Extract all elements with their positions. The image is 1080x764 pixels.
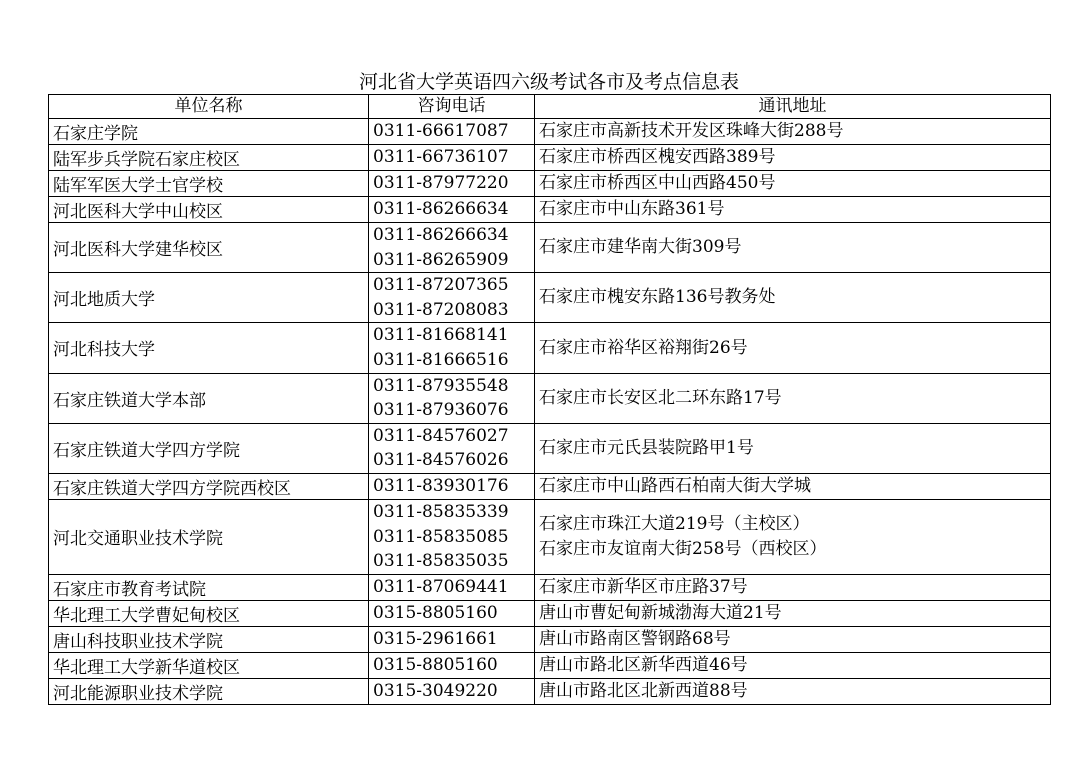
unit-name-cell: 唐山科技职业技术学院 — [49, 626, 369, 652]
address-cell — [535, 600, 1051, 626]
address-line: 石家庄市桥西区槐安西路389号 — [539, 147, 776, 168]
phone-number: 0311-86266634 — [373, 199, 509, 220]
phone-number: 0311-85835085 — [373, 526, 509, 547]
address-cell — [535, 223, 1051, 273]
unit-name-cell: 河北医科大学中山校区 — [49, 197, 369, 223]
address-cell — [535, 119, 1051, 145]
table-row — [49, 574, 1051, 600]
address-cell — [535, 626, 1051, 652]
phone-number: 0315-3049220 — [373, 680, 498, 701]
unit-name-cell: 河北交通职业技术学院 — [49, 499, 369, 574]
unit-name-cell: 石家庄铁道大学四方学院西校区 — [49, 473, 369, 499]
phone-number: 0311-81668141 — [373, 325, 509, 346]
address-cell — [535, 574, 1051, 600]
address-line: 石家庄市建华南大街309号 — [539, 237, 742, 258]
table-row — [49, 223, 1051, 273]
phone-number: 0315-8805160 — [373, 602, 498, 623]
phone-number: 0311-86266634 — [373, 225, 509, 245]
unit-name-cell: 石家庄学院 — [49, 119, 369, 145]
table-row — [49, 600, 1051, 626]
table-row — [49, 499, 1051, 574]
phone-number: 0311-86265909 — [373, 249, 509, 270]
header-unit-name: 单位名称 — [49, 95, 369, 119]
phone-number: 0315-2961661 — [373, 628, 498, 649]
phone-cell — [369, 574, 535, 600]
phone-cell — [369, 323, 535, 373]
phone-cell — [369, 600, 535, 626]
phone-cell — [369, 223, 535, 273]
table-body — [49, 119, 1051, 705]
table-header-row — [49, 95, 1051, 119]
address-cell — [535, 423, 1051, 473]
address-line: 石家庄市元氏县装院路甲1号 — [539, 438, 754, 459]
address-line: 石家庄市槐安东路136号教务处 — [539, 287, 776, 308]
address-line: 唐山市路南区警钢路68号 — [539, 628, 731, 649]
phone-number: 0311-87208083 — [373, 299, 509, 320]
unit-name-cell: 河北地质大学 — [49, 273, 369, 323]
document-title: 河北省大学英语四六级考试各市及考点信息表 — [358, 71, 739, 93]
unit-name-cell: 河北科技大学 — [49, 323, 369, 373]
address-cell — [535, 197, 1051, 223]
unit-name-cell: 河北医科大学建华校区 — [49, 223, 369, 273]
phone-number: 0311-81666516 — [373, 349, 509, 370]
phone-number: 0311-87069441 — [373, 576, 509, 597]
phone-number: 0311-66617087 — [373, 121, 509, 142]
phone-number: 0311-85835339 — [373, 501, 509, 522]
table-row — [49, 171, 1051, 197]
unit-name-cell: 华北理工大学新华道校区 — [49, 652, 369, 678]
phone-cell — [369, 473, 535, 499]
table-row — [49, 626, 1051, 652]
address-cell — [535, 273, 1051, 323]
unit-name-cell: 石家庄铁道大学四方学院 — [49, 423, 369, 473]
table-row — [49, 373, 1051, 423]
address-line: 石家庄市高新技术开发区珠峰大街288号 — [539, 121, 844, 142]
table-row — [49, 197, 1051, 223]
phone-cell — [369, 423, 535, 473]
address-line: 石家庄市裕华区裕翔街26号 — [539, 337, 748, 358]
address-cell — [535, 373, 1051, 423]
phone-number: 0311-66736107 — [373, 147, 509, 168]
address-line: 唐山市路北区北新西道88号 — [539, 680, 748, 701]
address-cell — [535, 323, 1051, 373]
address-cell — [535, 473, 1051, 499]
phone-number: 0311-83930176 — [373, 476, 509, 497]
phone-number: 0315-8805160 — [373, 654, 498, 675]
unit-name-cell: 石家庄市教育考试院 — [49, 574, 369, 600]
phone-cell — [369, 652, 535, 678]
phone-cell — [369, 119, 535, 145]
unit-name-cell: 陆军军医大学士官学校 — [49, 171, 369, 197]
table-row — [49, 423, 1051, 473]
address-line: 石家庄市中山东路361号 — [539, 199, 725, 220]
address-line: 石家庄市新华区市庄路37号 — [539, 576, 748, 597]
phone-number: 0311-85835035 — [373, 551, 509, 572]
phone-cell — [369, 678, 535, 704]
address-line: 石家庄市友谊南大街258号（西校区） — [539, 538, 827, 559]
table-row — [49, 145, 1051, 171]
table-row — [49, 678, 1051, 704]
address-line: 石家庄市长安区北二环东路17号 — [539, 387, 782, 408]
unit-name-cell: 河北能源职业技术学院 — [49, 678, 369, 704]
table-row — [49, 273, 1051, 323]
phone-number: 0311-87936076 — [373, 400, 509, 421]
address-cell — [535, 171, 1051, 197]
table-row — [49, 119, 1051, 145]
address-line: 唐山市曹妃甸新城渤海大道21号 — [539, 602, 782, 623]
header-phone: 咨询电话 — [369, 95, 535, 119]
unit-name-cell: 陆军步兵学院石家庄校区 — [49, 145, 369, 171]
address-cell — [535, 145, 1051, 171]
phone-cell — [369, 626, 535, 652]
phone-number: 0311-87935548 — [373, 375, 509, 396]
header-address: 通讯地址 — [535, 95, 1051, 119]
phone-number: 0311-84576026 — [373, 450, 509, 471]
address-line: 石家庄市桥西区中山西路450号 — [539, 173, 776, 194]
address-line: 石家庄市珠江大道219号（主校区） — [539, 514, 810, 535]
address-cell — [535, 678, 1051, 704]
phone-cell — [369, 197, 535, 223]
address-cell — [535, 499, 1051, 574]
phone-number: 0311-84576027 — [373, 425, 509, 446]
phone-number: 0311-87977220 — [373, 173, 509, 194]
table-row — [49, 473, 1051, 499]
phone-number: 0311-87207365 — [373, 275, 509, 296]
table-row — [49, 652, 1051, 678]
phone-cell — [369, 273, 535, 323]
address-line: 石家庄市中山路西石柏南大街大学城 — [539, 476, 811, 497]
phone-cell — [369, 373, 535, 423]
phone-cell — [369, 171, 535, 197]
phone-cell — [369, 499, 535, 574]
unit-name-cell: 华北理工大学曹妃甸校区 — [49, 600, 369, 626]
address-cell — [535, 652, 1051, 678]
address-line: 唐山市路北区新华西道46号 — [539, 654, 748, 675]
phone-cell — [369, 145, 535, 171]
exam-site-table — [48, 94, 1051, 705]
unit-name-cell: 石家庄铁道大学本部 — [49, 373, 369, 423]
table-row — [49, 323, 1051, 373]
